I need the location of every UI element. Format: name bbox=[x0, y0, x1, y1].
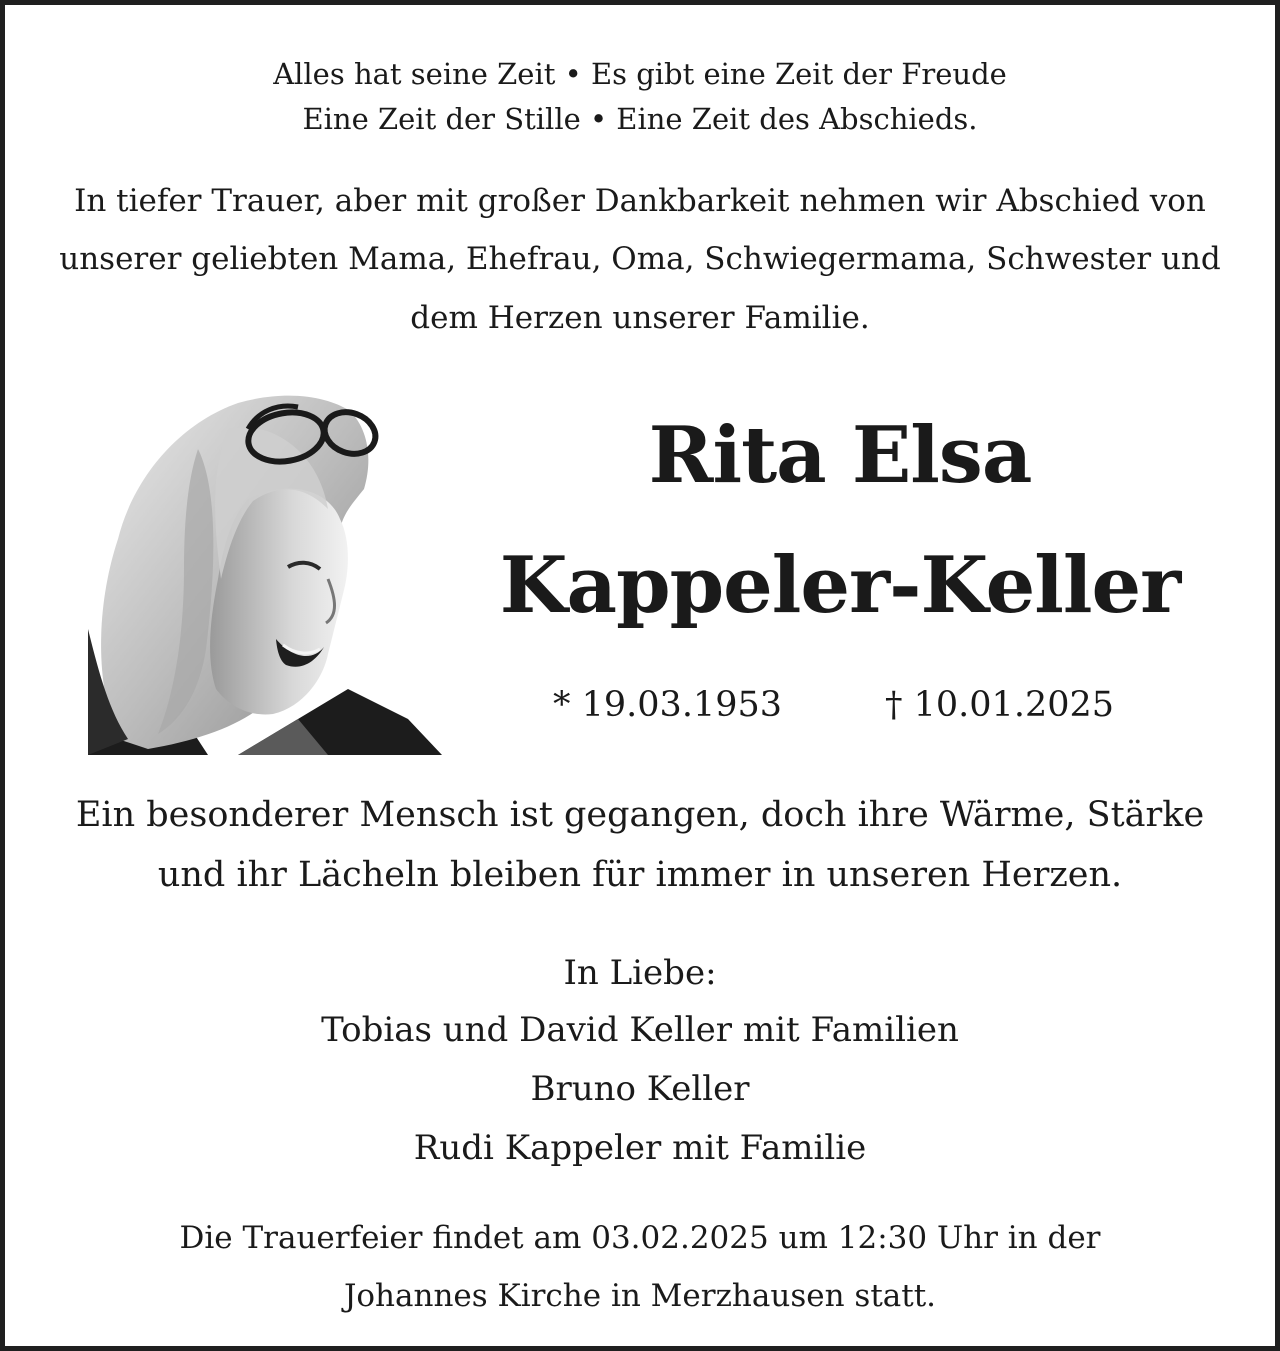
motto-line-2: Eine Zeit der Stille • Eine Zeit des Abschieds. bbox=[302, 102, 978, 136]
intro-line-1: In tiefer Trauer, aber mit großer Dankbarkeit nehmen wir Abschied von bbox=[74, 183, 1206, 219]
quote-line-2: und ihr Lächeln bleiben für immer in unseren Herzen. bbox=[157, 855, 1123, 895]
service-line-1: Die Trauerfeier findet am 03.02.2025 um 12:30 Uhr in der bbox=[179, 1220, 1101, 1256]
quote-line-1: Ein besonderer Mensch ist gegangen, doch ihre Wärme, Stärke bbox=[75, 795, 1205, 835]
signer-name: Bruno Keller bbox=[530, 1069, 750, 1109]
portrait-photo-icon bbox=[88, 389, 442, 755]
portrait-photo bbox=[88, 389, 442, 755]
intro-line-2: unserer geliebten Mama, Ehefrau, Oma, Schwiegermama, Schwester und bbox=[59, 241, 1221, 277]
deceased-name-line-2: Kappeler-Keller bbox=[499, 540, 1181, 631]
deceased-name-line-1: Rita Elsa bbox=[648, 410, 1032, 501]
signers-heading: In Liebe: bbox=[563, 953, 717, 993]
signer-name: Rudi Kappeler mit Familie bbox=[413, 1128, 867, 1168]
death-date: † 10.01.2025 bbox=[885, 685, 1115, 725]
service-line-2: Johannes Kirche in Merzhausen statt. bbox=[343, 1278, 937, 1314]
motto-line-1: Alles hat seine Zeit • Es gibt eine Zeit der Freude bbox=[273, 57, 1007, 91]
intro-line-3: dem Herzen unserer Familie. bbox=[410, 300, 870, 336]
signer-name: Tobias und David Keller mit Familien bbox=[321, 1010, 959, 1050]
birth-date: * 19.03.1953 bbox=[553, 685, 783, 725]
